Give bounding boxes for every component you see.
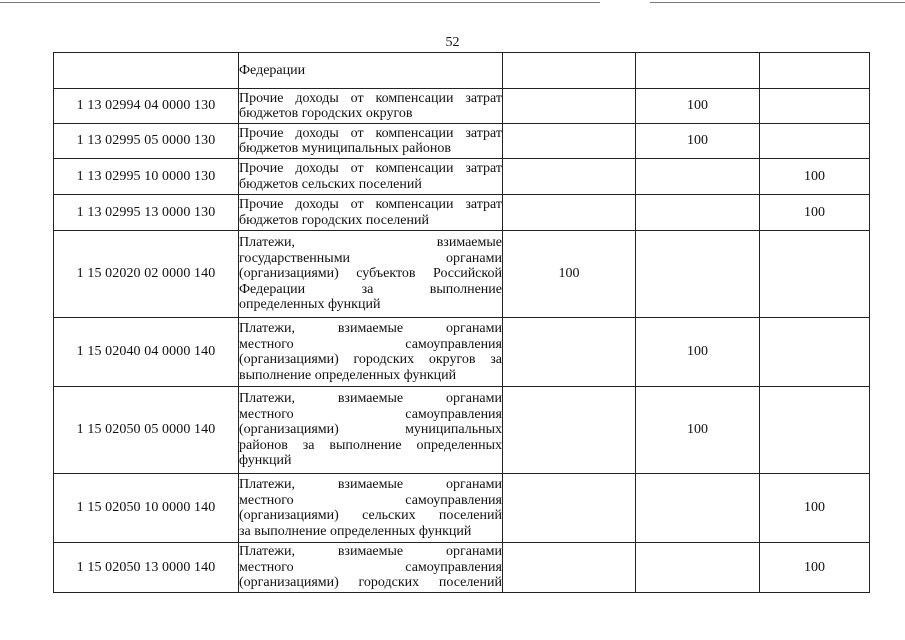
revenue-classification-table [53,52,870,593]
distribution-percent-cell-2: 100 [636,318,760,387]
scan-edge-line [0,2,600,3]
table-row [54,124,870,159]
description-line: Платежи, взимаемые органами [239,321,502,336]
distribution-percent-cell-2 [636,159,760,195]
distribution-percent-cell-1 [503,89,636,124]
revenue-code-cell: 1 15 02040 04 0000 140 [54,318,239,387]
description-line: выполнение определенных функций [239,367,457,383]
distribution-percent-cell-3 [760,89,870,124]
description-line: районов за выполнение определенных [239,437,502,453]
revenue-code-cell: 1 15 02050 10 0000 140 [54,474,239,543]
table-row [54,53,870,89]
distribution-percent-cell-1 [503,53,636,89]
distribution-percent-cell-2 [636,231,760,318]
distribution-percent-cell-3 [760,318,870,387]
description-line: местного самоуправления [239,492,502,508]
table-row [54,318,870,387]
revenue-code-cell: 1 13 02994 04 0000 130 [54,89,239,124]
revenue-code-cell: 1 15 02020 02 0000 140 [54,231,239,318]
revenue-description-cell [239,159,503,195]
table-row [54,159,870,195]
table-row [54,387,870,474]
revenue-code-cell: 1 13 02995 05 0000 130 [54,124,239,159]
revenue-code-cell: 1 15 02050 13 0000 140 [54,543,239,593]
revenue-description-cell [239,474,503,543]
distribution-percent-cell-1 [503,543,636,593]
distribution-percent-cell-1: 100 [503,231,636,318]
revenue-description-cell [239,318,503,387]
page-number: 52 [445,35,460,50]
description-line: за выполнение определенных функций [239,523,472,539]
distribution-percent-cell-1 [503,474,636,543]
distribution-percent-cell-2: 100 [636,387,760,474]
distribution-percent-cell-3 [760,53,870,89]
revenue-code-cell: 1 13 02995 10 0000 130 [54,159,239,195]
distribution-percent-cell-2 [636,474,760,543]
description-line: государственными органами [239,250,502,266]
description-line: Прочие доходы от компенсации затрат [239,90,502,106]
description-line: бюджетов городских поселений [239,212,429,228]
distribution-percent-cell-3 [760,387,870,474]
description-line: Прочие доходы от компенсации затрат [239,197,502,212]
description-line: Платежи, взимаемые органами [239,477,502,492]
distribution-percent-cell-3 [760,231,870,318]
distribution-percent-cell-2: 100 [636,89,760,124]
distribution-percent-cell-2 [636,195,760,231]
revenue-code-cell: 1 15 02050 05 0000 140 [54,387,239,474]
revenue-code-cell: 1 13 02995 13 0000 130 [54,195,239,231]
distribution-percent-cell-3: 100 [760,474,870,543]
description-line: местного самоуправления [239,406,502,422]
description-line: Федерации [239,62,306,78]
description-line: Прочие доходы от компенсации затрат [239,125,502,141]
table-row [54,474,870,543]
scan-edge-line [650,2,905,3]
revenue-description-cell [239,195,503,231]
revenue-description-cell [239,231,503,318]
revenue-description-cell [239,53,503,89]
distribution-percent-cell-1 [503,318,636,387]
distribution-percent-cell-3: 100 [760,543,870,593]
distribution-percent-cell-1 [503,195,636,231]
description-line: (организациями) городских округов за [239,352,502,367]
table-row [54,543,870,593]
description-line: Федерации за выполнение [239,281,502,297]
description-line: бюджетов сельских поселений [239,176,422,192]
distribution-percent-cell-3: 100 [760,195,870,231]
revenue-description-cell [239,89,503,124]
description-line: (организациями) сельских поселений [239,508,502,523]
revenue-code-cell [54,53,239,89]
description-line: определенных функций [239,297,381,313]
description-line: (организациями) субъектов Российской [239,266,502,282]
distribution-percent-cell-2 [636,543,760,593]
description-line: функций [239,453,292,469]
revenue-description-cell [239,543,503,593]
table-row [54,195,870,231]
description-line: местного самоуправления [239,559,502,575]
distribution-percent-cell-3: 100 [760,159,870,195]
distribution-percent-cell-1 [503,124,636,159]
distribution-percent-cell-2: 100 [636,124,760,159]
description-line: бюджетов городских округов [239,106,413,121]
description-line: Прочие доходы от компенсации затрат [239,161,502,176]
revenue-description-cell [239,124,503,159]
description-line: местного самоуправления [239,336,502,352]
description-line: (организациями) городских поселений [239,575,502,591]
distribution-percent-cell-1 [503,387,636,474]
distribution-percent-cell-1 [503,159,636,195]
description-line: Платежи, взимаемые органами [239,544,502,560]
table-body [54,53,870,593]
description-line: бюджетов муниципальных районов [239,141,451,156]
revenue-description-cell [239,387,503,474]
table-row [54,231,870,318]
distribution-percent-cell-3 [760,124,870,159]
description-line: Платежи, взимаемые органами [239,391,502,407]
description-line: (организациями) муниципальных [239,422,502,438]
table-row [54,89,870,124]
distribution-percent-cell-2 [636,53,760,89]
description-line: Платежи, взимаемые [239,235,502,251]
